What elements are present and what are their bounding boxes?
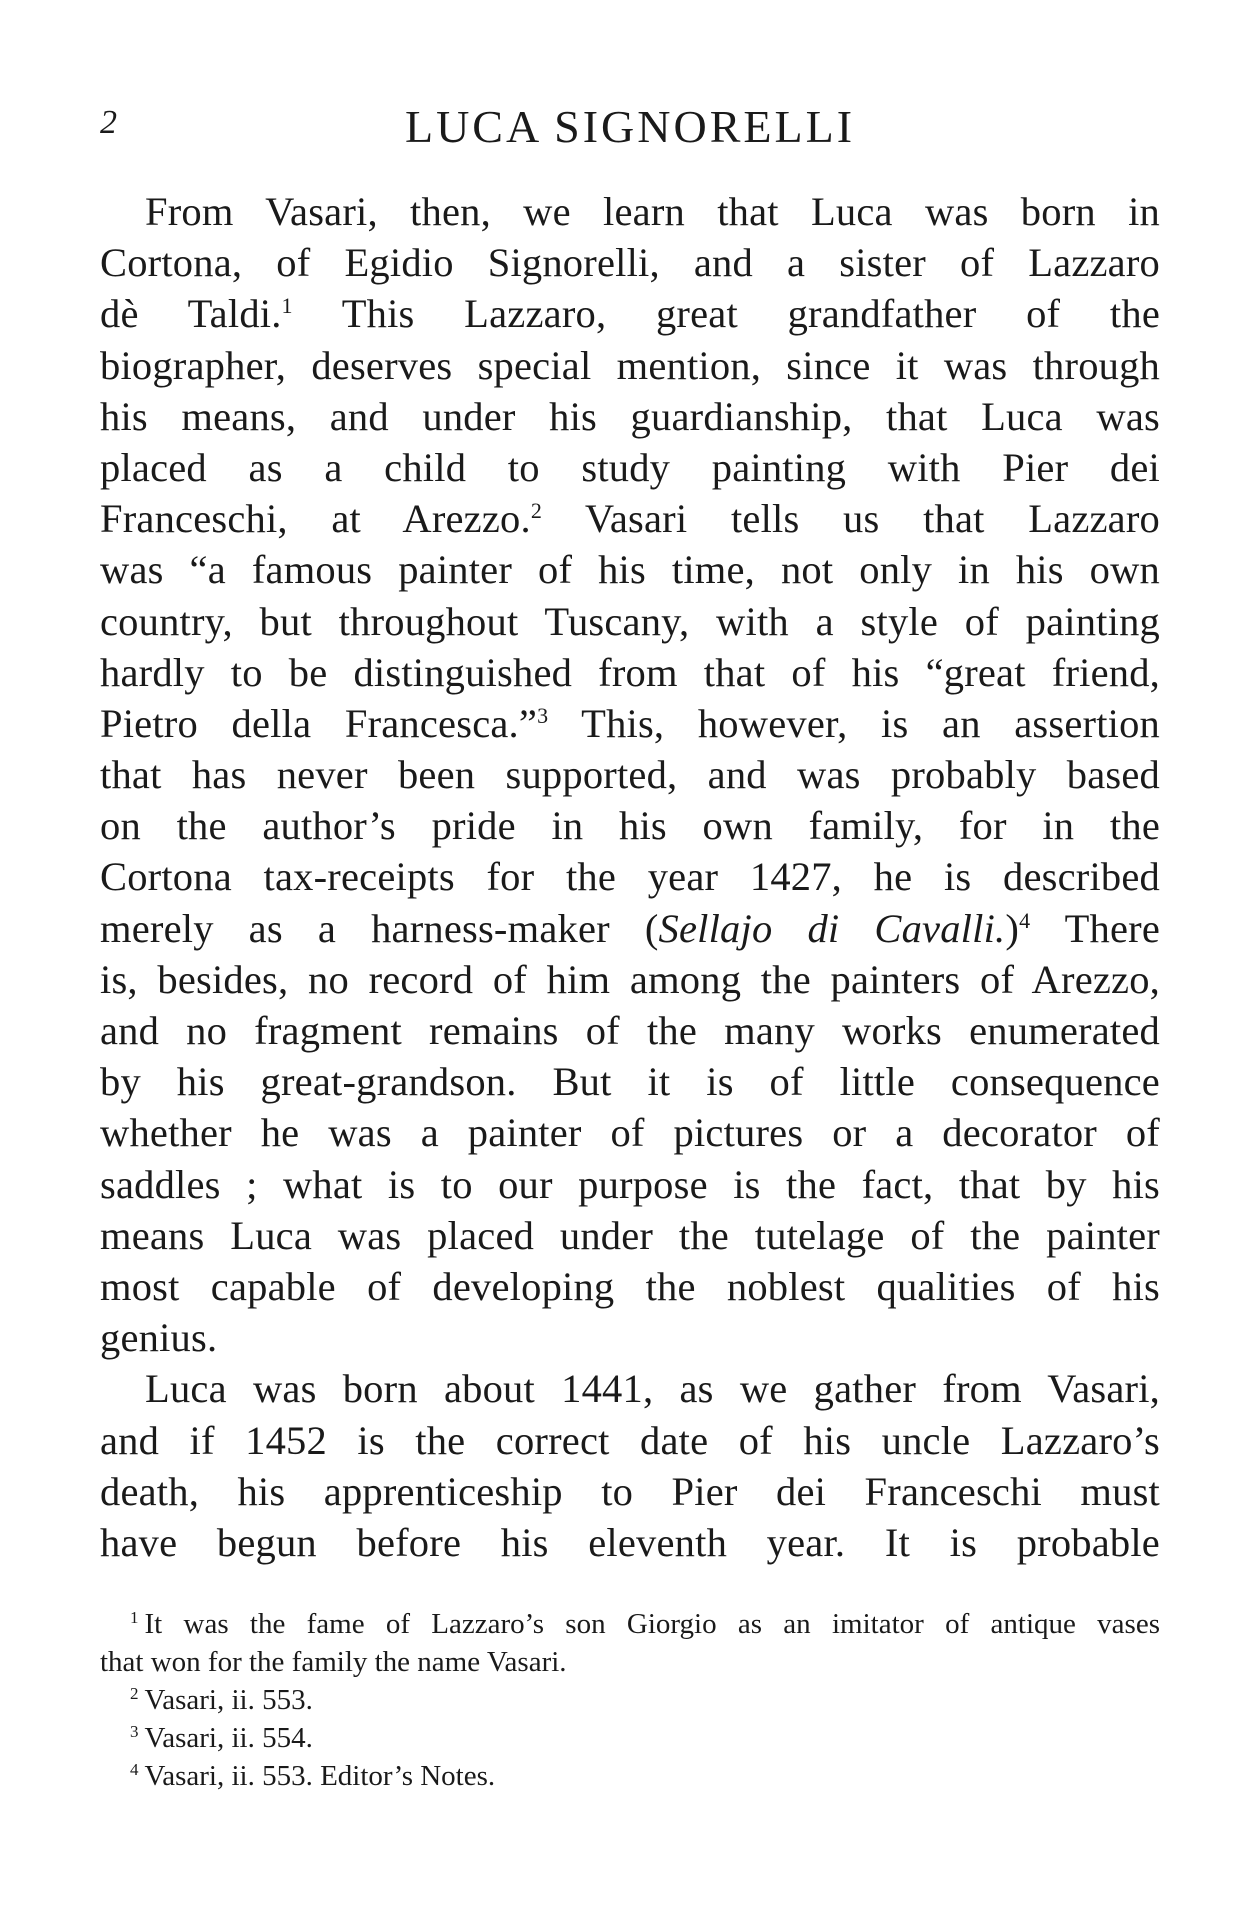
text-span: dè Taldi. — [100, 291, 282, 337]
running-title: LUCA SIGNORELLI — [404, 101, 856, 152]
text-line: biographer, deserves special mention, since it was through — [100, 342, 1160, 388]
text-line: most capable of developing the noblest qualities of his — [100, 1263, 1160, 1309]
footnote-marker: 4 — [130, 1760, 139, 1779]
text-line: is, besides, no record of him among the painters of Arezzo, — [100, 956, 1160, 1002]
footnote-ref[interactable]: 4 — [1019, 907, 1031, 933]
italic-term: Sellajo di Cavalli. — [658, 905, 1006, 951]
body-text — [100, 186, 1160, 1568]
text-line: that has never been supported, and was probably based — [100, 752, 1160, 798]
text-line: on the author’s pride in his own family, for in the — [100, 803, 1160, 849]
footnote-ref[interactable]: 1 — [281, 293, 293, 319]
text-span: Vasari tells us that Lazzaro — [542, 496, 1160, 542]
footnote-text: Vasari, ii. 554. — [144, 1722, 313, 1754]
text-line: and no fragment remains of the many works enumerated — [100, 1008, 1160, 1053]
text-span: Franceschi, at Arezzo. — [100, 496, 531, 542]
footnote-marker: 1 — [130, 1608, 139, 1627]
text-line: whether he was a painter of pictures or a decorator of — [100, 1110, 1160, 1156]
text-line: placed as a child to study painting with Pier dei — [100, 444, 1160, 490]
footnote-3 — [100, 1719, 1160, 1757]
footnote-text: Vasari, ii. 553. — [144, 1684, 313, 1716]
text-line: Cortona tax-receipts for the year 1427, he is described — [100, 854, 1160, 900]
text-line: Luca was born about 1441, as we gather from Vasari, — [145, 1366, 1160, 1412]
text-line: Cortona, of Egidio Signorelli, and a sister of Lazzaro — [100, 240, 1160, 286]
page-header — [100, 100, 1160, 160]
footnote-1 — [100, 1605, 1160, 1643]
footnote-1-cont: that won for the family the name Vasari. — [100, 1646, 567, 1678]
footnote-2 — [100, 1681, 1160, 1719]
text-span: merely as a harness-maker ( — [100, 905, 659, 951]
text-span: There — [1030, 905, 1160, 951]
text-line — [100, 903, 1160, 954]
text-line: his means, and under his guardianship, that Luca was — [100, 393, 1160, 439]
text-line: means Luca was placed under the tutelage of the painter — [100, 1212, 1160, 1258]
footnote-marker: 2 — [130, 1684, 139, 1703]
page-number: 2 — [100, 104, 117, 141]
footnote-text: Vasari, ii. 553. Editor’s Notes. — [144, 1760, 496, 1792]
text-line: genius. — [100, 1315, 218, 1361]
text-line: death, his apprenticeship to Pier dei Franceschi must — [100, 1468, 1160, 1514]
footnote-marker: 3 — [130, 1722, 139, 1741]
footnote-ref[interactable]: 3 — [537, 702, 549, 728]
footnote-text: It was the fame of Lazzaro’s son Giorgio as an imitator of antique vases — [144, 1608, 1160, 1640]
footnote-4 — [100, 1757, 1160, 1795]
text-line: saddles ; what is to our purpose is the fact, that by his — [100, 1161, 1160, 1207]
text-line: by his great-grandson. But it is of little consequence — [100, 1059, 1160, 1105]
text-line — [100, 493, 1160, 544]
text-line: have begun before his eleventh year. It is probable — [100, 1519, 1160, 1565]
text-line: was “a famous painter of his time, not only in his own — [100, 547, 1160, 593]
text-line: From Vasari, then, we learn that Luca was born in — [145, 189, 1160, 234]
footnotes — [100, 1605, 1160, 1795]
text-span: This, however, is an assertion — [548, 700, 1161, 746]
footnote-ref[interactable]: 2 — [530, 498, 543, 524]
text-line: country, but throughout Tuscany, with a style of painting — [100, 598, 1160, 644]
text-line: and if 1452 is the correct date of his uncle Lazzaro’s — [100, 1417, 1160, 1463]
text-line — [100, 288, 1160, 339]
text-span: Pietro della Francesca.” — [100, 700, 538, 746]
text-line: hardly to be distinguished from that of his “great friend, — [100, 649, 1160, 695]
text-line — [100, 698, 1160, 749]
text-span: ) — [1005, 905, 1020, 951]
text-span: This Lazzaro, great grandfather of the — [292, 291, 1160, 337]
